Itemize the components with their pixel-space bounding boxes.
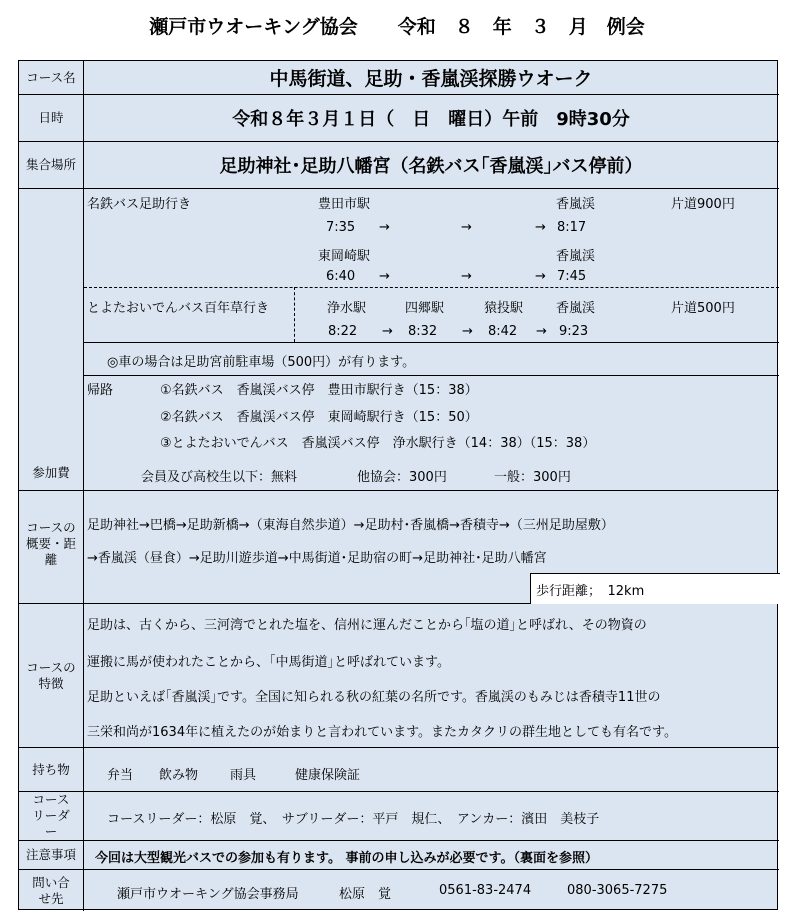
toyota-arrive-time: 8:17: [557, 220, 587, 235]
feature-text-line: 運搬に馬が使われたことから、｢中馬街道｣と呼ばれています。: [87, 655, 450, 670]
overview-route-line: →香嵐渓（昼食）→足助川遊歩道→中馬街道･足助宿の町→足助神社･足助八幡宮: [87, 551, 547, 566]
return-route: ①名鉄バス 香嵐渓バス停 豊田市駅行き（15：38）: [160, 383, 478, 398]
contact-person: 松原 覚: [339, 887, 392, 902]
arrow-icon: →: [379, 220, 390, 235]
label-overview: コースの概要・距離: [25, 520, 76, 567]
oiden-route: とよたおいでんバス百年草行き: [87, 301, 270, 316]
row-divider: [84, 342, 779, 343]
dashed-divider: [294, 287, 295, 342]
event-info-table: [18, 60, 778, 910]
row-divider: [19, 869, 779, 870]
oiden-stop: 香嵐渓: [556, 301, 596, 316]
car-parking-note: ◎車の場合は足助宮前駐車場（500円）が有ります。: [107, 355, 416, 370]
return-route: ②名鉄バス 香嵐渓バス停 東岡崎駅行き（15：50）: [160, 410, 478, 425]
dashed-divider: [84, 287, 779, 288]
fee-general: 一般：300円: [494, 470, 571, 485]
toyota-depart-time: 7:35: [326, 220, 356, 235]
row-divider: [84, 375, 779, 376]
arrow-icon: →: [536, 324, 547, 339]
higashiokazaki-station: 東岡崎駅: [318, 249, 371, 264]
label-notes: 注意事項: [25, 847, 76, 862]
arrow-icon: →: [535, 269, 546, 284]
feature-text-line: 足助は、古くから、三河湾でとれた塩を、信州に運んだことから｢塩の道｣と呼ばれ、その物資の: [87, 618, 647, 633]
feature-text-line: 足助といえば｢香嵐渓｣です。全国に知られる秋の紅葉の名所です。香嵐渓のもみじは香積寺11世の: [87, 690, 661, 705]
arrow-icon: →: [379, 269, 390, 284]
oiden-time: 8:22: [328, 324, 358, 339]
oiden-time: 9:23: [559, 324, 589, 339]
arrow-icon: →: [535, 220, 546, 235]
belonging-item: 弁当: [107, 768, 134, 783]
row-divider: [19, 791, 779, 792]
label-contact: 問い合せ先: [32, 874, 70, 906]
oiden-stop: 四郷駅: [405, 301, 445, 316]
fee-members: 会員及び高校生以下：無料: [141, 470, 298, 485]
organization-name: 瀬戸市ウオーキング協会: [149, 16, 358, 38]
toyota-station: 豊田市駅: [318, 197, 371, 212]
row-divider: [19, 747, 779, 748]
label-fee: 参加費: [32, 465, 70, 480]
important-notice: 今回は大型観光バスでの参加も有ります。 事前の申し込みが必要です。（裏面を参照）: [95, 851, 598, 866]
walking-distance: 歩行距離； 12km: [536, 584, 645, 599]
label-leaders: コースリーダー: [32, 792, 70, 839]
return-label: 帰路: [87, 383, 114, 398]
page-title: [0, 10, 794, 44]
course-leaders: コースリーダー：松原 覚、 サブリーダー：平戸 規仁、 アンカー：濱田 美枝子: [107, 812, 600, 827]
return-route: ③とよたおいでんバス 香嵐渓バス停 浄水駅行き（14：38）（15：38）: [160, 436, 596, 451]
oiden-time: 8:42: [488, 324, 518, 339]
arrow-icon: →: [461, 269, 472, 284]
event-datetime: 令和８年３月１日（ 日 曜日）午前 9時30分: [232, 109, 630, 130]
belonging-item: 雨具: [230, 768, 257, 783]
fee-other-association: 他協会：300円: [357, 470, 447, 485]
contact-mobile: 080-3065-7275: [567, 883, 668, 898]
contact-office: 瀬戸市ウオーキング協会事務局: [117, 887, 299, 902]
oiden-time: 8:32: [408, 324, 438, 339]
korankei-stop: 香嵐渓: [556, 249, 596, 264]
label-belongings: 持ち物: [32, 761, 70, 777]
higashiokazaki-depart-time: 6:40: [326, 269, 356, 284]
oiden-fare: 片道500円: [671, 301, 735, 316]
higashiokazaki-arrive-time: 7:45: [557, 269, 587, 284]
row-divider: [19, 188, 779, 189]
belonging-item: 飲み物: [159, 768, 199, 783]
row-divider: [19, 490, 779, 491]
meitetsu-fare: 片道900円: [671, 197, 735, 212]
arrow-icon: →: [461, 220, 472, 235]
oiden-stop: 浄水駅: [327, 301, 367, 316]
feature-text-line: 三栄和尚が1634年に植えたのが始まりと言われています。またカタクリの群生地としても有名です。: [87, 725, 678, 740]
korankei-stop: 香嵐渓: [556, 197, 596, 212]
arrow-icon: →: [382, 324, 393, 339]
label-meeting-place: 集合場所: [25, 157, 76, 172]
meitetsu-route: 名鉄バス足助行き: [87, 197, 192, 212]
overview-route-line: 足助神社→巴橋→足助新橋→（東海自然歩道）→足助村･香嵐橋→香積寺→（三州足助屋敷）: [87, 518, 614, 533]
arrow-icon: →: [462, 324, 473, 339]
meeting-place: 足助神社･足助八幡宮（名鉄バス｢香嵐渓｣バス停前）: [219, 156, 643, 177]
course-name: 中馬街道、足助・香嵐渓探勝ウオーク: [269, 68, 593, 90]
oiden-stop: 猿投駅: [484, 301, 524, 316]
label-datetime: 日時: [38, 110, 64, 125]
contact-phone: 0561-83-2474: [439, 883, 532, 898]
label-course-name: コース名: [26, 69, 76, 85]
belonging-item: 健康保険証: [295, 768, 361, 783]
label-features: コースの特徴: [26, 659, 76, 691]
event-date: 令和 ８ 年 ３ 月 例会: [397, 16, 645, 38]
column-divider: [83, 61, 84, 911]
row-divider: [19, 840, 779, 841]
